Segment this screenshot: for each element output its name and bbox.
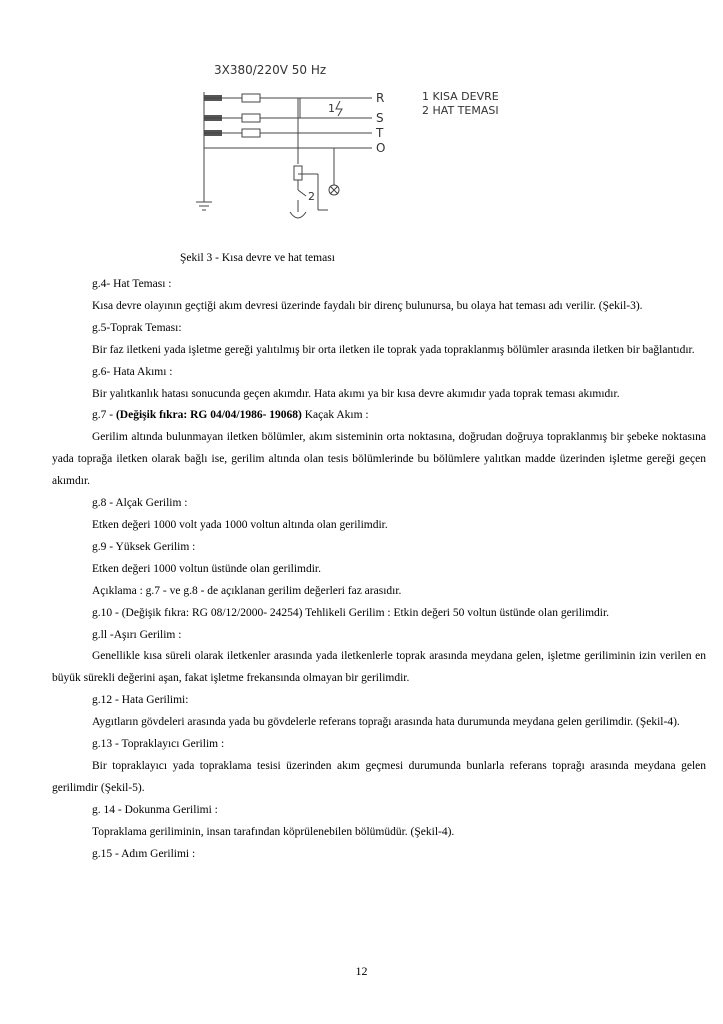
phase-label-o: O <box>376 141 386 155</box>
section-body-g11: Genellikle kısa süreli olarak iletkenler arasında yada iletkenlerle toprak arasında meydana gelen, işletme geriliminin izin verilen en büyük sürekli değerini aşan, fakat işletme frekansında olmayan bir gerilimdir. <box>52 650 706 685</box>
legend-short-circuit: 1 KISA DEVRE <box>422 90 499 103</box>
figure-caption: Şekil 3 - Kısa devre ve hat teması <box>180 252 335 264</box>
section-heading-g12: g.12 - Hata Gerilimi: <box>92 694 189 707</box>
section-heading-g11: g.ll -Aşırı Gerilim : <box>92 628 182 641</box>
section-body-g6: Bir yalıtkanlık hatası sonucunda geçen akımdır. Hata akımı ya bir kısa devre akımıdır yada toprak teması akımıdır. <box>92 387 620 400</box>
supply-label: 3X380/220V 50 Hz <box>214 63 327 77</box>
section-body-g12: Aygıtların gövdeleri arasında yada bu gövdelerle referans toprağı arasında hata durumunda meydana gelen gerilimdir. (Şekil-4). <box>92 716 680 729</box>
section-heading-g15: g.15 - Adım Gerilimi : <box>92 847 196 860</box>
load-fuse <box>294 166 302 180</box>
legend-line-contact: 2 HAT TEMASI <box>422 104 499 117</box>
section-body-g9: Etken değeri 1000 voltun üstünde olan gerilimdir. <box>92 562 322 575</box>
section-note-g9: Açıklama : g.7 - ve g.8 - de açıklanan gerilim değerleri faz arasıdır. <box>92 584 402 597</box>
switch-contact <box>298 190 306 196</box>
marker-1: 1 <box>328 102 335 115</box>
fuses <box>242 94 260 137</box>
section-body-g8: Etken değeri 1000 volt yada 1000 voltun altında olan gerilimdir. <box>92 518 388 531</box>
marker-2: 2 <box>308 190 315 203</box>
circuit-diagram-figure <box>190 52 530 252</box>
section-body-g4: Kısa devre olayının geçtiği akım devresi üzerinde faydalı bir direnç bulunursa, bu olaya hat teması adı verilir. (Şekil-3). <box>92 299 643 312</box>
lightning-icon <box>336 101 342 116</box>
section-heading-g13: g.13 - Topraklayıcı Gerilim : <box>92 738 225 751</box>
section-heading-g5: g.5-Toprak Teması: <box>92 321 182 334</box>
fuse-t <box>242 129 260 137</box>
section-heading-g10: g.10 - (Değişik fıkra: RG 08/12/2000- 24254) Tehlikeli Gerilim : Etkin değeri 50 voltun üstünde olan gerilimdir. <box>92 606 610 619</box>
section-heading-g6: g.6- Hata Akımı : <box>92 365 173 378</box>
section-heading-g8: g.8 - Alçak Gerilim : <box>92 497 188 510</box>
g7-heading-suffix: Kaçak Akım : <box>301 409 369 422</box>
section-body-g13: Bir topraklayıcı yada topraklama tesisi üzerinden akım geçmesi durumunda bunlarla referans toprağı arasında meydana gelen gerilimdir (Şekil-5). <box>52 759 706 794</box>
g7-amendment-note: (Değişik fıkra: RG 04/04/1986- 19068) <box>115 409 302 422</box>
section-body-g14: Topraklama geriliminin, insan tarafından köprülenebilen bölümüdür. (Şekil-4). <box>92 825 455 838</box>
phase-label-s: S <box>376 111 384 125</box>
circuit-diagram <box>190 52 530 252</box>
section-heading-g4: g.4- Hat Teması : <box>92 278 172 290</box>
section-body-g5: Bir faz iletkeni yada işletme gereği yalıtılmış bir orta iletken ile toprak yada topraklanmış bölümler arasında iletken bir bağlantıdır. <box>92 343 695 356</box>
fuse-s <box>242 114 260 122</box>
motor-coil <box>290 212 306 218</box>
conductor-lines <box>196 92 372 210</box>
short-circuit <box>300 98 342 118</box>
phase-label-r: R <box>376 91 385 105</box>
document-body <box>52 274 706 865</box>
phase-label-t: T <box>376 126 384 140</box>
phase-bars <box>204 95 222 136</box>
fuse-r <box>242 94 260 102</box>
g7-heading-prefix: g.7 - <box>92 409 116 422</box>
section-body-g7: Gerilim altında bulunmayan iletken bölümler, akım sisteminin orta noktasına, doğrudan doğruya topraklanmış bir şebeke noktasına yada toprağa iletken olarak bağlı ise, gerilim altında olan tesis bölümlerinde bu bölümlere yalıtkan madde üzerinden işletme gereği geçen akımdır. <box>52 431 706 488</box>
section-heading-g9: g.9 - Yüksek Gerilim : <box>92 540 196 553</box>
section-heading-g14: g. 14 - Dokunma Gerilimi : <box>92 803 218 816</box>
page-number: 12 <box>355 964 368 978</box>
section-heading-g7 <box>52 405 706 427</box>
